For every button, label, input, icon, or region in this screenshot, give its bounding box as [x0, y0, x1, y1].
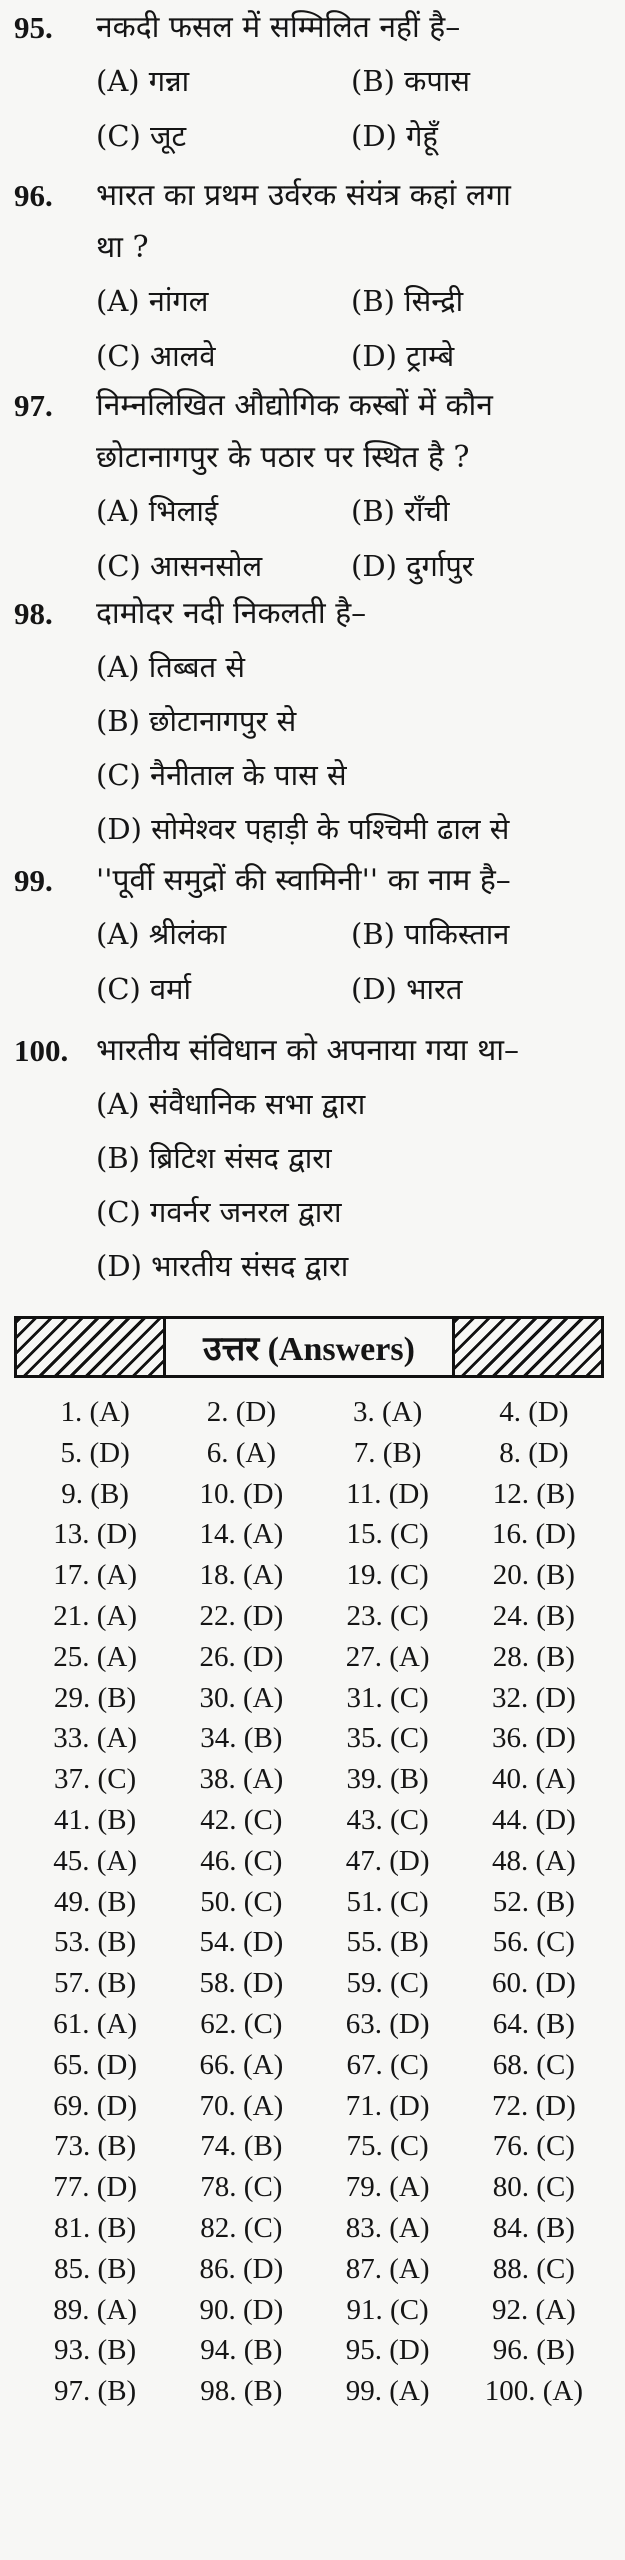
question-98 — [14, 588, 615, 856]
answer-item: 73. (B) — [54, 2130, 137, 2163]
answer-item: 19. (C) — [346, 1559, 429, 1592]
answer-item: 69. (D) — [53, 2089, 137, 2122]
answer-item: 68. (C) — [492, 2048, 575, 2081]
answer-item: 85. (B) — [54, 2252, 137, 2285]
option-c: (C) गवर्नर जनरल द्वारा — [96, 1195, 342, 1229]
hatch-pattern-left — [17, 1319, 163, 1375]
options — [14, 640, 615, 856]
answer-item: 23. (C) — [346, 1599, 429, 1632]
question-text: भारतीय संविधान को अपनाया गया था– — [96, 1033, 520, 1068]
answer-item: 28. (B) — [492, 1640, 575, 1673]
answer-item: 49. (B) — [54, 1885, 137, 1918]
option-a: (A) तिब्बत से — [96, 650, 245, 684]
answer-item: 74. (B) — [200, 2130, 283, 2163]
option-a: (A) श्रीलंका — [96, 917, 227, 951]
question-text: ''पूर्वी समुद्रों की स्वामिनी'' का नाम है– — [96, 863, 511, 898]
answer-item: 61. (A) — [53, 2007, 137, 2040]
answer-item: 78. (C) — [200, 2171, 283, 2204]
option-a: (A) भिलाई — [96, 494, 219, 528]
answer-item: 97. (B) — [54, 2375, 137, 2408]
answer-item: 7. (B) — [353, 1436, 422, 1469]
option-c: (C) आलवे — [96, 339, 216, 373]
answer-item: 46. (C) — [200, 1844, 283, 1877]
question-95 — [14, 2, 615, 164]
answer-item: 100. (A) — [484, 2375, 583, 2408]
answer-item: 20. (B) — [492, 1559, 575, 1592]
option-b: (B) सिन्द्री — [351, 284, 464, 318]
option-c: (C) वर्मा — [96, 972, 192, 1006]
options — [14, 54, 615, 164]
answer-item: 31. (C) — [346, 1681, 429, 1714]
answers-grid — [22, 1392, 607, 2412]
answer-item: 26. (D) — [199, 1640, 284, 1673]
answer-item: 21. (A) — [53, 1599, 137, 1632]
option-d: (D) ट्राम्बे — [351, 339, 455, 373]
option-b: (B) ब्रिटिश संसद द्वारा — [96, 1141, 332, 1175]
answer-item: 47. (D) — [345, 1844, 430, 1877]
answer-item: 34. (B) — [200, 1722, 283, 1755]
answer-item: 41. (B) — [54, 1803, 137, 1836]
answer-item: 43. (C) — [346, 1803, 429, 1836]
option-a: (A) नांगल — [96, 284, 209, 318]
answer-item: 96. (B) — [492, 2334, 575, 2367]
answer-item: 60. (D) — [491, 1967, 576, 2000]
answer-item: 37. (C) — [54, 1763, 137, 1796]
answer-item: 32. (D) — [491, 1681, 576, 1714]
answer-item: 45. (A) — [53, 1844, 137, 1877]
answer-item: 64. (B) — [492, 2007, 575, 2040]
question-number: 95. — [14, 10, 53, 45]
question-text: नकदी फसल में सम्मिलित नहीं है– — [96, 10, 461, 45]
answer-item: 70. (A) — [199, 2089, 284, 2122]
answer-item: 44. (D) — [491, 1803, 576, 1836]
answer-item: 30. (A) — [199, 1681, 284, 1714]
answer-item: 16. (D) — [491, 1518, 576, 1551]
answer-item: 53. (B) — [54, 1926, 137, 1959]
answer-item: 22. (D) — [199, 1599, 284, 1632]
question-number: 98. — [14, 596, 53, 631]
answer-item: 9. (B) — [61, 1477, 129, 1510]
answer-item: 92. (A) — [491, 2293, 576, 2326]
option-a: (A) संवैधानिक सभा द्वारा — [96, 1087, 366, 1121]
answer-item: 58. (D) — [199, 1967, 284, 2000]
question-text: भारत का प्रथम उर्वरक संयंत्र कहां लगा — [96, 178, 511, 213]
answer-item: 87. (A) — [345, 2252, 430, 2285]
answer-item: 11. (D) — [346, 1477, 429, 1510]
option-d: (D) भारत — [351, 972, 463, 1006]
option-b: (B) कपास — [351, 64, 471, 98]
answer-item: 67. (C) — [346, 2048, 429, 2081]
answer-item: 76. (C) — [492, 2130, 575, 2163]
answer-item: 35. (C) — [346, 1722, 429, 1755]
answer-item: 2. (D) — [206, 1396, 276, 1428]
answer-item: 18. (A) — [199, 1559, 284, 1592]
answer-item: 39. (B) — [346, 1763, 429, 1796]
answer-item: 99. (A) — [345, 2375, 430, 2408]
answer-item: 33. (A) — [53, 1722, 137, 1755]
answer-item: 82. (C) — [200, 2211, 283, 2244]
answer-item: 6. (A) — [206, 1436, 276, 1469]
answer-item: 51. (C) — [346, 1885, 429, 1918]
answer-item: 66. (A) — [199, 2048, 284, 2081]
answer-item: 55. (B) — [346, 1926, 429, 1959]
answer-item: 42. (C) — [200, 1803, 283, 1836]
option-c: (C) नैनीताल के पास से — [96, 758, 347, 792]
answer-item: 15. (C) — [346, 1518, 429, 1551]
question-99 — [14, 855, 615, 1017]
answer-item: 79. (A) — [345, 2171, 430, 2204]
answer-item: 81. (B) — [54, 2211, 137, 2244]
answer-item: 86. (D) — [199, 2252, 284, 2285]
answer-item: 10. (D) — [199, 1477, 284, 1510]
answer-item: 52. (B) — [492, 1885, 575, 1918]
question-97 — [14, 380, 615, 594]
answer-item: 50. (C) — [200, 1885, 283, 1918]
options — [14, 274, 615, 384]
answer-item: 62. (C) — [200, 2007, 283, 2040]
answer-item: 1. (A) — [60, 1396, 130, 1428]
answer-item: 14. (A) — [199, 1518, 284, 1551]
answer-item: 84. (B) — [492, 2211, 575, 2244]
answer-item: 12. (B) — [492, 1477, 575, 1510]
answer-item: 57. (B) — [54, 1967, 137, 2000]
question-text-continued: छोटानागपुर के पठार पर स्थित है ? — [96, 440, 470, 475]
question-96 — [14, 170, 615, 384]
answer-item: 63. (D) — [345, 2007, 430, 2040]
answer-item: 25. (A) — [53, 1640, 137, 1673]
question-100 — [14, 1025, 615, 1293]
option-d: (D) भारतीय संसद द्वारा — [96, 1249, 349, 1283]
options — [14, 1077, 615, 1293]
options — [14, 484, 615, 594]
answer-item: 90. (D) — [199, 2293, 284, 2326]
answer-item: 95. (D) — [345, 2334, 430, 2367]
question-text-continued: था ? — [96, 230, 149, 265]
answer-item: 40. (A) — [491, 1763, 576, 1796]
question-number: 97. — [14, 388, 53, 423]
options — [14, 907, 615, 1017]
answer-item: 89. (A) — [53, 2293, 137, 2326]
answer-item: 27. (A) — [345, 1640, 430, 1673]
answer-item: 54. (D) — [199, 1926, 284, 1959]
option-b: (B) छोटानागपुर से — [96, 704, 297, 738]
option-a: (A) गन्ना — [96, 64, 190, 98]
question-number: 99. — [14, 863, 53, 898]
answer-item: 65. (D) — [53, 2048, 137, 2081]
answer-item: 71. (D) — [345, 2089, 430, 2122]
option-d: (D) सोमेश्वर पहाड़ी के पश्चिमी ढाल से — [96, 812, 510, 846]
answer-item: 36. (D) — [491, 1722, 576, 1755]
question-text: दामोदर नदी निकलती है– — [96, 596, 367, 631]
answer-item: 17. (A) — [53, 1559, 137, 1592]
answer-item: 72. (D) — [491, 2089, 576, 2122]
answer-item: 77. (D) — [53, 2171, 137, 2204]
option-c: (C) आसनसोल — [96, 549, 263, 583]
answer-item: 98. (B) — [200, 2375, 283, 2408]
answer-item: 5. (D) — [60, 1436, 130, 1469]
answers-title: उत्तर (Answers) — [163, 1319, 455, 1375]
answer-item: 29. (B) — [54, 1681, 137, 1714]
answer-item: 75. (C) — [346, 2130, 429, 2163]
option-d: (D) दुर्गापुर — [351, 549, 474, 583]
answer-item: 83. (A) — [345, 2211, 430, 2244]
question-number: 96. — [14, 178, 53, 213]
answer-item: 94. (B) — [200, 2334, 283, 2367]
answer-item: 88. (C) — [492, 2252, 575, 2285]
answers-header — [14, 1316, 604, 1378]
question-number: 100. — [14, 1033, 69, 1068]
answer-item: 56. (C) — [492, 1926, 575, 1959]
answer-item: 48. (A) — [491, 1844, 576, 1877]
answer-item: 13. (D) — [53, 1518, 137, 1551]
answer-item: 93. (B) — [54, 2334, 137, 2367]
option-b: (B) पाकिस्तान — [351, 917, 510, 951]
answer-item: 80. (C) — [492, 2171, 575, 2204]
question-text: निम्नलिखित औद्योगिक कस्बों में कौन — [96, 388, 493, 423]
hatch-pattern-right — [455, 1319, 601, 1375]
answer-item: 4. (D) — [499, 1396, 569, 1428]
answer-item: 91. (C) — [346, 2293, 429, 2326]
answer-item: 8. (D) — [499, 1436, 569, 1469]
option-b: (B) राँची — [351, 494, 450, 528]
option-c: (C) जूट — [96, 119, 187, 153]
option-d: (D) गेहूँ — [351, 119, 438, 153]
answer-item: 38. (A) — [199, 1763, 284, 1796]
answer-item: 24. (B) — [492, 1599, 575, 1632]
answer-item: 3. (A) — [352, 1396, 423, 1428]
answer-item: 59. (C) — [346, 1967, 429, 2000]
